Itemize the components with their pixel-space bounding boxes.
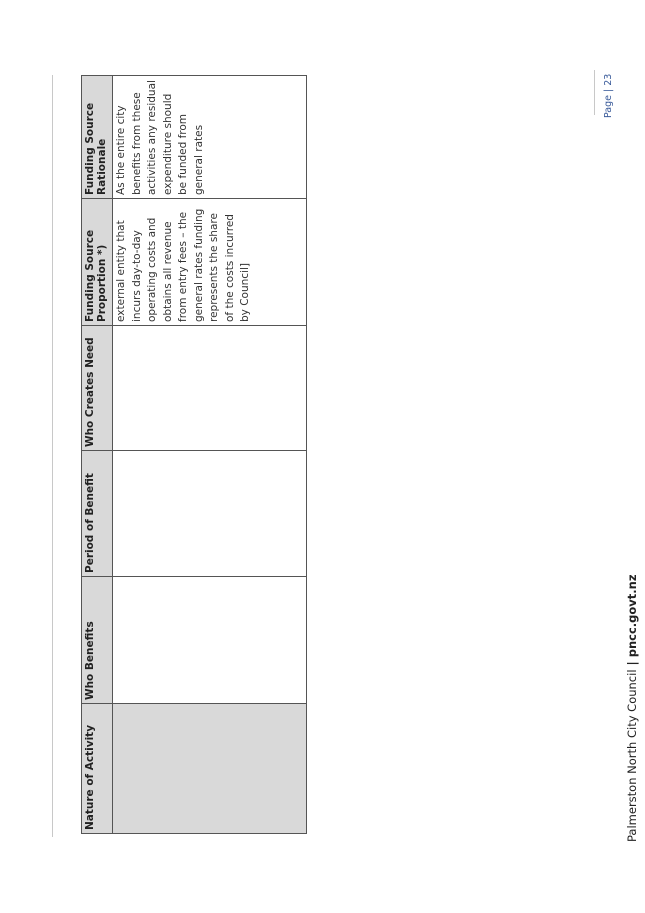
footer-separator: | <box>625 661 639 666</box>
header-who-benefits: Who Benefits <box>82 577 113 704</box>
cell-period-of-benefit <box>113 451 307 577</box>
page-number-value: 23 <box>603 73 614 86</box>
page-number <box>603 58 614 118</box>
rotated-table <box>81 76 307 834</box>
page-label: Page <box>603 95 614 118</box>
cell-funding-source-proportion: external entity that incurs day-to-day operating costs and obtains all revenue from entry fees – the general rates funding represents the share of the costs incurred by Council] <box>113 199 307 326</box>
page-separator: | <box>603 88 614 92</box>
footer <box>625 574 639 842</box>
header-funding-source-proportion: Funding Source Proportion *) <box>82 199 113 326</box>
cell-funding-source-rationale: As the entire city benefits from these activities any residual expenditure should be funded from general rates <box>113 76 307 199</box>
footer-site-link[interactable]: pncc.govt.nz <box>625 574 639 658</box>
header-who-creates-need: Who Creates Need <box>82 326 113 451</box>
cell-who-creates-need <box>113 326 307 451</box>
header-nature-of-activity: Nature of Activity <box>82 704 113 834</box>
funding-table <box>81 75 307 834</box>
footer-org: Palmerston North City Council <box>625 669 639 842</box>
table-header-row <box>82 76 113 834</box>
header-funding-source-rationale: Funding Source Rationale <box>82 76 113 199</box>
left-margin-rule <box>52 75 53 837</box>
header-period-of-benefit: Period of Benefit <box>82 451 113 577</box>
cell-who-benefits <box>113 577 307 704</box>
cell-nature-of-activity <box>113 704 307 834</box>
page-number-rule <box>594 70 595 115</box>
table-row <box>113 76 307 834</box>
